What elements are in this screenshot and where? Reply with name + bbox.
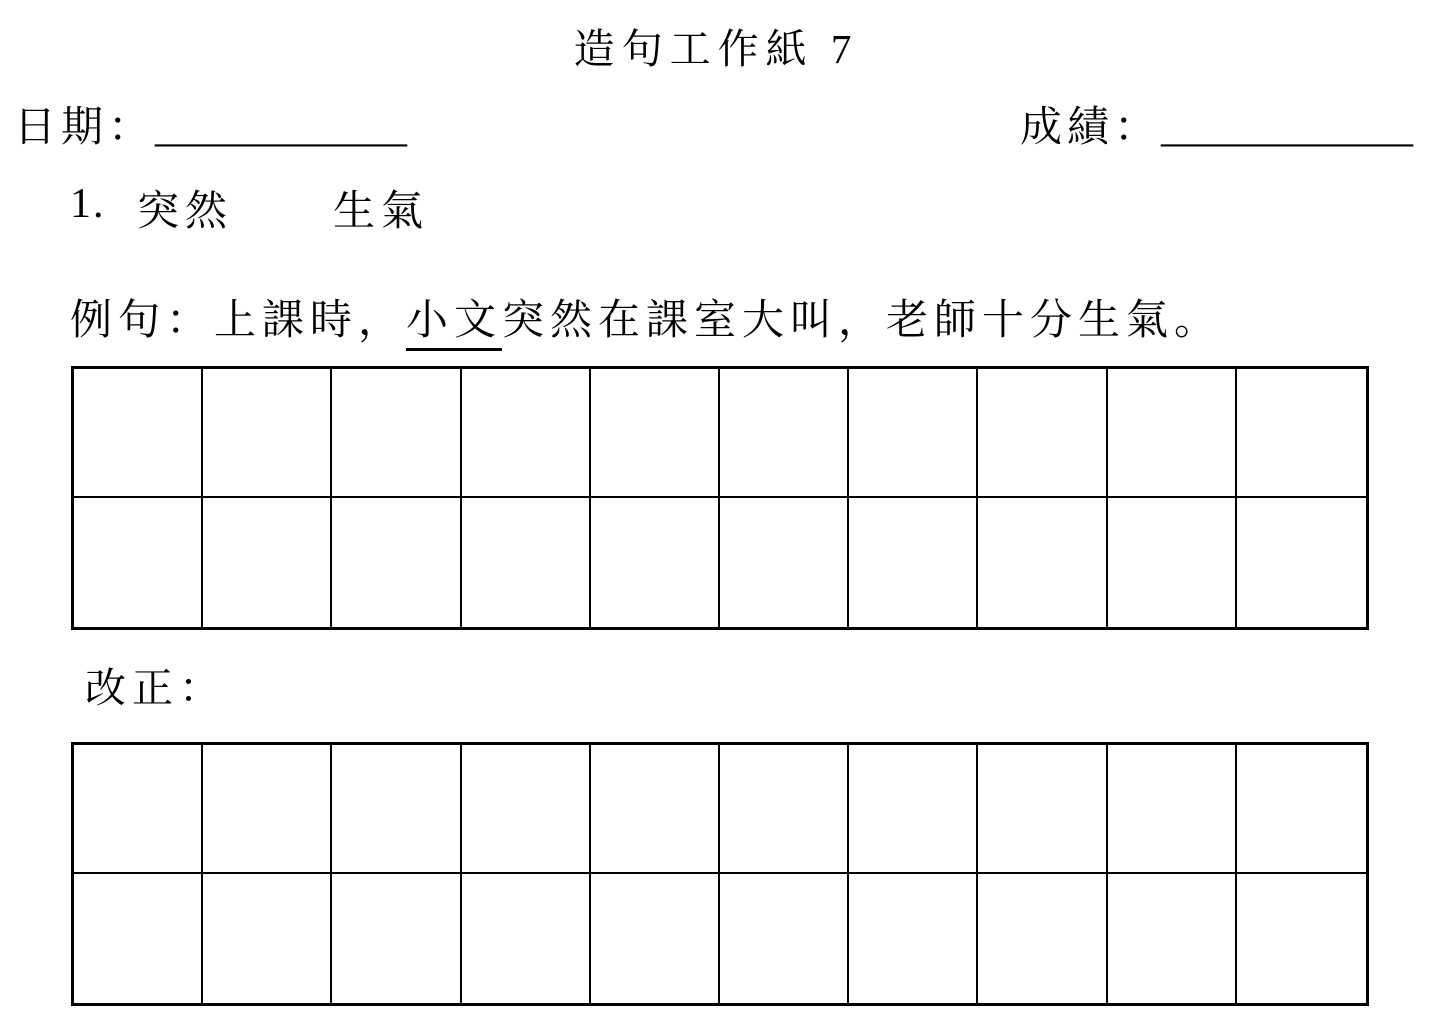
writing-grid-correction xyxy=(71,742,1369,1006)
grid-cell xyxy=(332,369,461,498)
grid-cell xyxy=(591,874,720,1003)
grid-cell xyxy=(203,874,332,1003)
grid-cell xyxy=(203,498,332,627)
grid-cell xyxy=(978,745,1107,874)
example-sentence xyxy=(70,287,1222,347)
grid-cell xyxy=(591,369,720,498)
grid-cell xyxy=(332,498,461,627)
grid-cell xyxy=(462,498,591,627)
grid-cell xyxy=(1108,369,1237,498)
grid-cell xyxy=(720,874,849,1003)
grid-cell xyxy=(720,745,849,874)
score-label: 成績： xyxy=(1020,105,1162,151)
grid-cell xyxy=(462,874,591,1003)
date-label: 日期： xyxy=(14,105,156,151)
example-prefix: 例句：上課時， xyxy=(70,298,407,344)
grid-cell xyxy=(203,745,332,874)
grid-cell xyxy=(1237,498,1366,627)
page-title: 造句工作紙 7 xyxy=(573,26,859,72)
grid-cell xyxy=(591,498,720,627)
grid-cell xyxy=(1108,745,1237,874)
item-word-1: 突然 xyxy=(137,189,234,235)
vocabulary-item-line xyxy=(0,178,1432,238)
example-underlined-name: 小文 xyxy=(406,298,502,351)
item-word-2: 生氣 xyxy=(333,189,430,235)
grid-cell xyxy=(849,369,978,498)
grid-cell xyxy=(720,369,849,498)
header-line xyxy=(0,94,1432,156)
grid-cell xyxy=(74,745,203,874)
grid-cell xyxy=(849,874,978,1003)
grid-cell xyxy=(591,745,720,874)
grid-cell xyxy=(1108,874,1237,1003)
date-blank: ____________ xyxy=(155,105,408,151)
grid-cell xyxy=(978,369,1107,498)
correction-label: 改正： xyxy=(85,665,226,711)
grid-cell xyxy=(1237,369,1366,498)
example-suffix: 突然在課室大叫，老師十分生氣。 xyxy=(502,298,1223,344)
grid-cell xyxy=(1108,498,1237,627)
score-blank: ____________ xyxy=(1161,105,1414,151)
grid-cell xyxy=(74,874,203,1003)
grid-cell xyxy=(74,369,203,498)
writing-grid-example xyxy=(71,366,1369,630)
grid-cell xyxy=(720,498,849,627)
grid-cell xyxy=(849,745,978,874)
grid-cell xyxy=(462,369,591,498)
grid-cell xyxy=(332,874,461,1003)
grid-cell xyxy=(332,745,461,874)
score-field xyxy=(1020,94,1413,154)
grid-cell xyxy=(1237,745,1366,874)
grid-cell xyxy=(462,745,591,874)
grid-cell xyxy=(849,498,978,627)
grid-cell xyxy=(74,498,203,627)
grid-cell xyxy=(1237,874,1366,1003)
grid-cell xyxy=(978,498,1107,627)
grid-cell xyxy=(203,369,332,498)
grid-cell xyxy=(978,874,1107,1003)
item-number: 1. xyxy=(70,181,106,227)
date-field xyxy=(14,94,407,154)
